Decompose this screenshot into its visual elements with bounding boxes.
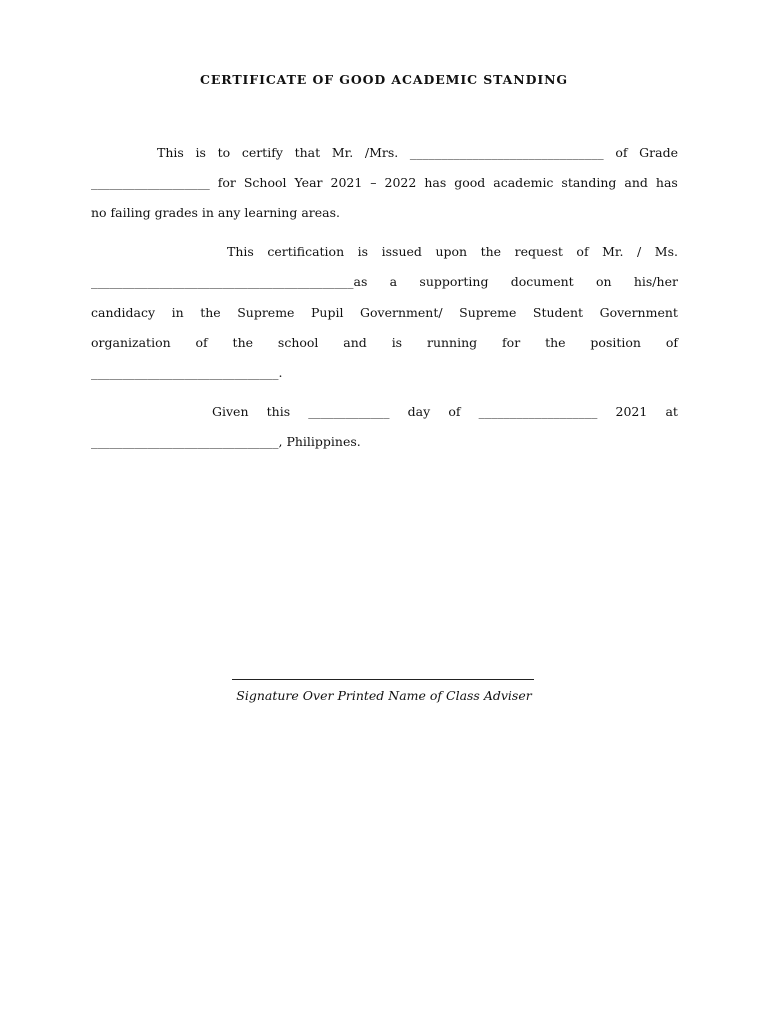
paragraph1-line3: no failing grades in any learning areas.: [91, 205, 340, 220]
word: certify: [241, 145, 283, 160]
word: of: [615, 145, 628, 160]
word: the: [232, 335, 254, 350]
paragraph3-line2: ______________________________, Philippines.: [91, 434, 361, 449]
paragraph1-line2: [91, 175, 678, 191]
word: day: [407, 404, 431, 419]
word: at: [665, 404, 678, 419]
word: and: [343, 335, 367, 350]
signature-caption: Signature Over Printed Name of Class Adviser: [236, 688, 532, 703]
word: Government: [599, 305, 678, 320]
word: Supreme: [459, 305, 517, 320]
word: a: [389, 274, 398, 289]
word: supporting: [419, 274, 489, 289]
certificate-title: CERTIFICATE OF GOOD ACADEMIC STANDING: [200, 72, 568, 87]
word: Mr.: [602, 244, 624, 259]
word: to: [217, 145, 231, 160]
word: Student: [532, 305, 584, 320]
word: 2022: [384, 175, 417, 190]
word: the: [480, 244, 502, 259]
word: /: [637, 244, 642, 259]
word: candidacy: [91, 305, 156, 320]
word: school: [277, 335, 319, 350]
word: running: [426, 335, 478, 350]
word: organization: [91, 335, 171, 350]
word: Pupil: [311, 305, 344, 320]
word: has: [424, 175, 447, 190]
word: the: [200, 305, 221, 320]
word: for: [217, 175, 236, 190]
word: in: [171, 305, 184, 320]
word: Supreme: [237, 305, 295, 320]
word: this: [266, 404, 291, 419]
paragraph2-line3: [91, 305, 678, 321]
word: request: [514, 244, 563, 259]
word: of: [576, 244, 589, 259]
word: the: [545, 335, 566, 350]
paragraph2-line2: [91, 274, 678, 290]
word: ___________________: [91, 175, 210, 190]
word: ___________________: [478, 404, 598, 419]
word: –: [370, 175, 377, 190]
word: has: [655, 175, 678, 190]
word: for: [502, 335, 521, 350]
paragraph2-line4: [91, 335, 678, 351]
word: upon: [435, 244, 468, 259]
signature-line: [232, 679, 534, 680]
word: is: [391, 335, 403, 350]
word: of: [665, 335, 678, 350]
word: certification: [267, 244, 345, 259]
paragraph2-line1: [227, 244, 678, 260]
word: __________________________________________as: [91, 274, 368, 289]
word: Government/: [360, 305, 443, 320]
word: Year: [294, 175, 323, 190]
word: academic: [493, 175, 554, 190]
word: Mr.: [331, 145, 354, 160]
paragraph1-line1: [157, 145, 678, 161]
word: of: [195, 335, 208, 350]
word: 2021: [615, 404, 648, 419]
word: of: [448, 404, 461, 419]
word: This: [227, 244, 254, 259]
paragraph3-line1: [212, 404, 678, 420]
word: position: [590, 335, 641, 350]
word: document: [510, 274, 574, 289]
word: that: [294, 145, 321, 160]
paragraph2-line5: ______________________________.: [91, 365, 283, 380]
word: School: [243, 175, 287, 190]
word: and: [624, 175, 648, 190]
word: Given: [212, 404, 249, 419]
word: on: [595, 274, 612, 289]
word: good: [454, 175, 486, 190]
word: is: [357, 244, 369, 259]
word: This: [157, 145, 184, 160]
word: /Mrs.: [364, 145, 399, 160]
word: _____________: [308, 404, 390, 419]
word: his/her: [633, 274, 678, 289]
word: Ms.: [654, 244, 678, 259]
word: issued: [381, 244, 422, 259]
word: standing: [561, 175, 617, 190]
word: _______________________________: [409, 145, 604, 160]
word: 2021: [330, 175, 363, 190]
word: Grade: [639, 145, 678, 160]
word: is: [195, 145, 206, 160]
